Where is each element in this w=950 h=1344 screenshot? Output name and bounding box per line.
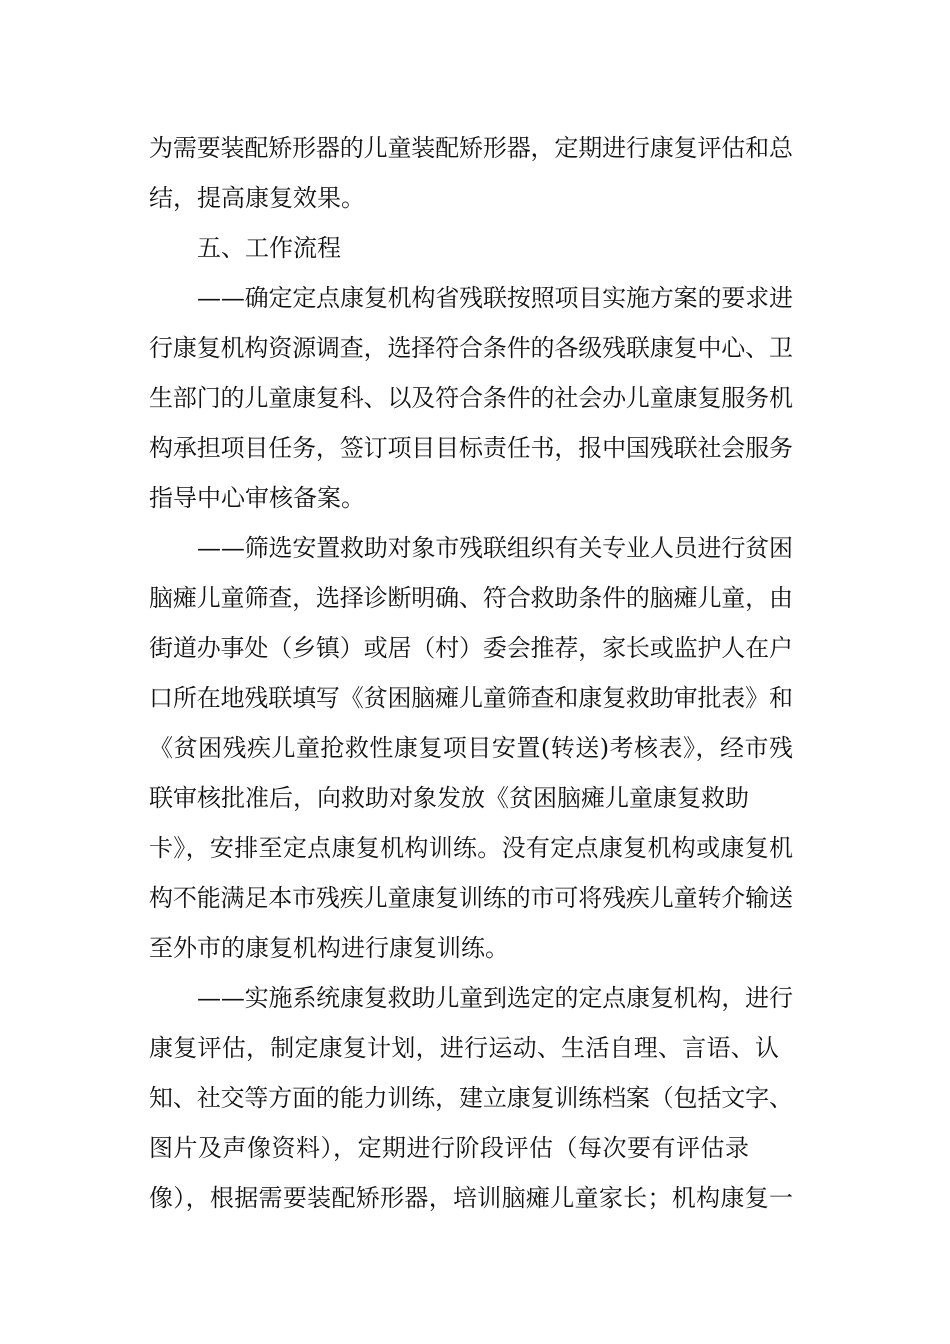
- text-line: 构承担项目任务，签订项目目标责任书，报中国残联社会服务: [149, 434, 793, 462]
- text-line: 至外市的康复机构进行康复训练。: [149, 934, 509, 962]
- text-line: 脑瘫儿童筛查，选择诊断明确、符合救助条件的脑瘫儿童，由: [149, 584, 793, 612]
- text-line: 卡》，安排至定点康复机构训练。没有定点康复机构或康复机: [149, 834, 794, 862]
- text-line: 街道办事处（乡镇）或居（村）委会推荐，家长或监护人在户: [149, 634, 793, 662]
- text-line: 口所在地残联填写《贫困脑瘫儿童筛查和康复救助审批表》和: [149, 684, 793, 712]
- text-line: 为需要装配矫形器的儿童装配矫形器，定期进行康复评估和总: [149, 134, 793, 162]
- text-line: 知、社交等方面的能力训练，建立康复训练档案（包括文字、: [149, 1084, 793, 1112]
- text-line: 结，提高康复效果。: [149, 184, 365, 212]
- text-line: ——筛选安置救助对象市残联组织有关专业人员进行贫困: [197, 534, 793, 562]
- text-line: 《贫困残疾儿童抢救性康复项目安置(转送)考核表》，经市残: [149, 734, 794, 762]
- text-line: 行康复机构资源调查，选择符合条件的各级残联康复中心、卫: [149, 334, 793, 362]
- text-line: 构不能满足本市残疾儿童康复训练的市可将残疾儿童转介输送: [149, 884, 793, 912]
- text-line: 指导中心审核备案。: [149, 484, 365, 512]
- text-line: 图片及声像资料），定期进行阶段评估（每次要有评估录: [149, 1134, 750, 1162]
- text-line: 生部门的儿童康复科、以及符合条件的社会办儿童康复服务机: [149, 384, 793, 412]
- text-line: 像），根据需要装配矫形器，培训脑瘫儿童家长；机构康复一: [149, 1184, 794, 1212]
- text-line: ——实施系统康复救助儿童到选定的定点康复机构，进行: [197, 984, 793, 1012]
- text-line: 联审核批准后，向救助对象发放《贫困脑瘫儿童康复救助: [149, 784, 749, 812]
- text-line: 康复评估，制定康复计划，进行运动、生活自理、言语、认: [149, 1034, 780, 1062]
- section-heading: 五、工作流程: [197, 234, 341, 262]
- text-line: ——确定定点康复机构省残联按照项目实施方案的要求进: [197, 284, 793, 312]
